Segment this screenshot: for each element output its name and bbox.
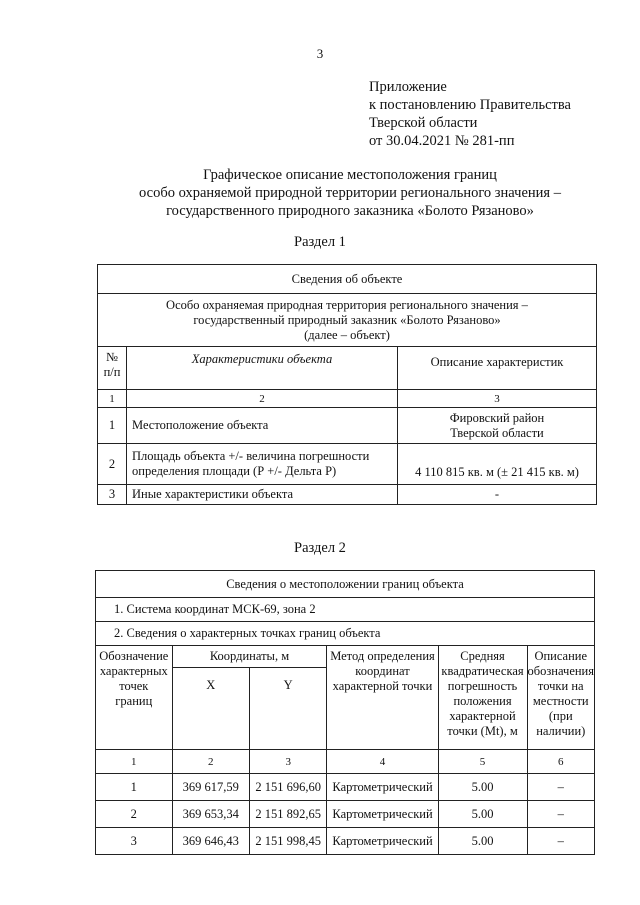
column-header-text: обозначения — [527, 664, 594, 678]
column-number: 2 — [127, 390, 398, 408]
column-header-x: X — [172, 668, 249, 750]
column-number: 2 — [172, 750, 249, 774]
table-row — [98, 408, 597, 444]
point-description: – — [527, 828, 595, 855]
accuracy: 5.00 — [438, 774, 527, 801]
description-line: Тверской области — [450, 425, 544, 440]
row-characteristic: Местоположение объекта — [127, 408, 398, 444]
coordinate-y: 2 151 998,45 — [249, 828, 326, 855]
points-header: 2. Сведения о характерных точках границ объекта — [96, 622, 595, 646]
column-header-text: координат — [355, 664, 410, 678]
row-characteristic — [127, 444, 398, 485]
column-number: 6 — [527, 750, 595, 774]
row-description: 4 110 815 кв. м (± 21 415 кв. м) — [398, 444, 597, 485]
column-header-text: Описание — [534, 649, 588, 663]
point-number: 2 — [96, 801, 173, 828]
column-number: 4 — [327, 750, 438, 774]
point-number: 3 — [96, 828, 173, 855]
column-header-number — [98, 347, 127, 390]
row-description: - — [398, 485, 597, 505]
column-header-text: Средняя — [460, 649, 505, 663]
section-1-label: Раздел 1 — [294, 234, 346, 250]
table-row — [96, 774, 595, 801]
point-number: 1 — [96, 774, 173, 801]
column-header-text: характерной — [449, 709, 516, 723]
column-header-text: квадратическая — [441, 664, 524, 678]
column-header-text: погрешность — [447, 679, 518, 693]
title-line: государственного природного заказника «Болото Рязаново» — [166, 203, 534, 219]
column-header-text: характерных — [99, 664, 168, 678]
description-line: Фировский район — [449, 410, 545, 425]
column-header-text: точек — [119, 679, 149, 693]
appendix-line: Приложение — [369, 79, 447, 95]
column-header-characteristics: Характеристики объекта — [127, 347, 398, 390]
row-description — [398, 408, 597, 444]
coordinate-y: 2 151 892,65 — [249, 801, 326, 828]
column-header-text: положения — [453, 694, 512, 708]
coordinate-x: 369 653,34 — [172, 801, 249, 828]
column-header-text: (при — [548, 709, 573, 723]
table-row — [96, 828, 595, 855]
coordinate-x: 369 617,59 — [172, 774, 249, 801]
table-header: Сведения об объекте — [98, 265, 597, 294]
appendix-line: к постановлению Правительства — [369, 97, 571, 113]
column-header-coordinates: Координаты, м — [172, 646, 327, 668]
row-number: 2 — [98, 444, 127, 485]
appendix-header — [369, 78, 571, 150]
boundary-points-table — [95, 570, 595, 855]
table-row — [98, 485, 597, 505]
characteristic-line: определения площади (Р +/- Дельта Р) — [132, 464, 337, 478]
object-name-line: Особо охраняемая природная территория регионального значения – — [166, 297, 528, 312]
table-row — [98, 444, 597, 485]
column-header-y: Y — [249, 668, 326, 750]
row-characteristic: Иные характеристики объекта — [127, 485, 398, 505]
column-header-text: характерной точки — [332, 679, 433, 693]
object-name-line: (далее – объект) — [304, 327, 390, 342]
column-header-text: точки (Mt), м — [447, 724, 518, 738]
point-description: – — [527, 774, 595, 801]
column-number: 5 — [438, 750, 527, 774]
section-2-label: Раздел 2 — [294, 540, 346, 556]
column-header-text: точки на — [537, 679, 584, 693]
point-description: – — [527, 801, 595, 828]
method: Картометрический — [327, 774, 438, 801]
column-number: 3 — [398, 390, 597, 408]
title-line: особо охраняемой природной территории регионального значения – — [139, 185, 561, 201]
document-title — [60, 166, 640, 220]
column-header-description: Описание характеристик — [398, 347, 597, 390]
accuracy: 5.00 — [438, 801, 527, 828]
column-header-text: Метод определения — [330, 649, 435, 663]
object-name-line: государственный природный заказник «Болото Рязаново» — [193, 312, 501, 327]
column-header-text: Обозначение — [99, 649, 169, 663]
coordinate-y: 2 151 696,60 — [249, 774, 326, 801]
column-header-accuracy — [438, 646, 527, 750]
title-line: Графическое описание местоположения границ — [203, 167, 497, 183]
column-header-text: границ — [115, 694, 153, 708]
column-number: 1 — [98, 390, 127, 408]
column-header-description — [527, 646, 595, 750]
column-number: 3 — [249, 750, 326, 774]
column-number: 1 — [96, 750, 173, 774]
column-header-text: наличии) — [536, 724, 586, 738]
object-info-table — [97, 264, 597, 505]
characteristic-line: Площадь объекта +/- величина погрешности — [132, 449, 370, 463]
coordinate-x: 369 646,43 — [172, 828, 249, 855]
table-row — [96, 801, 595, 828]
column-header-method — [327, 646, 438, 750]
method: Картометрический — [327, 801, 438, 828]
column-header-text: № — [106, 350, 118, 364]
object-name-cell — [98, 294, 597, 347]
appendix-line: от 30.04.2021 № 281-пп — [369, 133, 515, 149]
coordinate-system: 1. Система координат МСК-69, зона 2 — [96, 598, 595, 622]
column-header-text: п/п — [103, 365, 121, 379]
table-header: Сведения о местоположении границ объекта — [96, 571, 595, 598]
column-header-point — [96, 646, 173, 750]
column-header-text: местности — [532, 694, 589, 708]
page-number: 3 — [316, 46, 324, 61]
method: Картометрический — [327, 828, 438, 855]
row-number: 3 — [98, 485, 127, 505]
appendix-line: Тверской области — [369, 115, 478, 131]
row-number: 1 — [98, 408, 127, 444]
accuracy: 5.00 — [438, 828, 527, 855]
